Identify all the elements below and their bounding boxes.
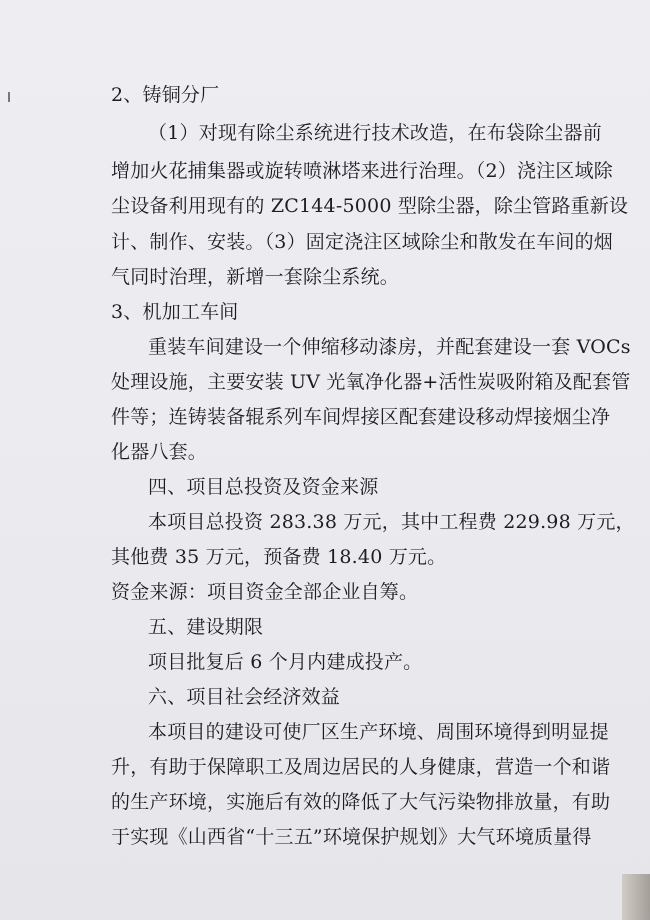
paragraph-line: 其他费 35 万元，预备费 18.40 万元。 <box>111 546 447 568</box>
paragraph-line: 升，有助于保障职工及周边居民的人身健康，营造一个和谐 <box>111 756 611 778</box>
scan-edge-mark <box>622 874 650 920</box>
paragraph-line: （1）对现有除尘系统进行技术改造，在布袋除尘器前 <box>148 122 602 144</box>
paragraph-line: 件等；连铸装备辊系列车间焊接区配套建设移动焊接烟尘净 <box>111 406 611 428</box>
paragraph-line: 计、制作、安装。（3）固定浇注区域除尘和散发在车间的烟 <box>111 231 613 253</box>
section-heading-benefits: 六、项目社会经济效益 <box>148 686 341 708</box>
paragraph-line: 本项目总投资 283.38 万元，其中工程费 229.98 万元， <box>148 511 635 533</box>
paragraph-line: 重装车间建设一个伸缩移动漆房，并配套建设一套 VOCs <box>148 336 631 358</box>
section-heading-schedule: 五、建设期限 <box>148 616 264 638</box>
paragraph-line: 尘设备利用现有的 ZC144-5000 型除尘器，除尘管路重新设 <box>111 195 629 217</box>
paragraph-line: 气同时治理，新增一套除尘系统。 <box>111 266 400 288</box>
paragraph-line: 项目批复后 6 个月内建成投产。 <box>148 651 423 673</box>
paragraph-line: 资金来源：项目资金全部企业自筹。 <box>111 581 419 603</box>
section-heading-investment: 四、项目总投资及资金来源 <box>148 476 379 498</box>
scan-mark <box>8 92 10 102</box>
paragraph-line: 化器八套。 <box>111 441 208 463</box>
paragraph-line: 增加火花捕集器或旋转喷淋塔来进行治理。（2）浇注区域除 <box>111 160 613 182</box>
paragraph-line: 的生产环境，实施后有效的降低了大气污染物排放量，有助 <box>111 791 611 813</box>
section-heading-machining: 3、机加工车间 <box>111 301 239 323</box>
section-heading-foundry: 2、铸铜分厂 <box>111 84 220 106</box>
paragraph-line: 于实现《山西省“十三五”环境保护规划》大气环境质量得 <box>111 826 592 848</box>
paragraph-line: 本项目的建设可使厂区生产环境、周围环境得到明显提 <box>148 721 609 743</box>
paragraph-line: 处理设施，主要安装 UV 光氧净化器+活性炭吸附箱及配套管 <box>111 371 631 393</box>
